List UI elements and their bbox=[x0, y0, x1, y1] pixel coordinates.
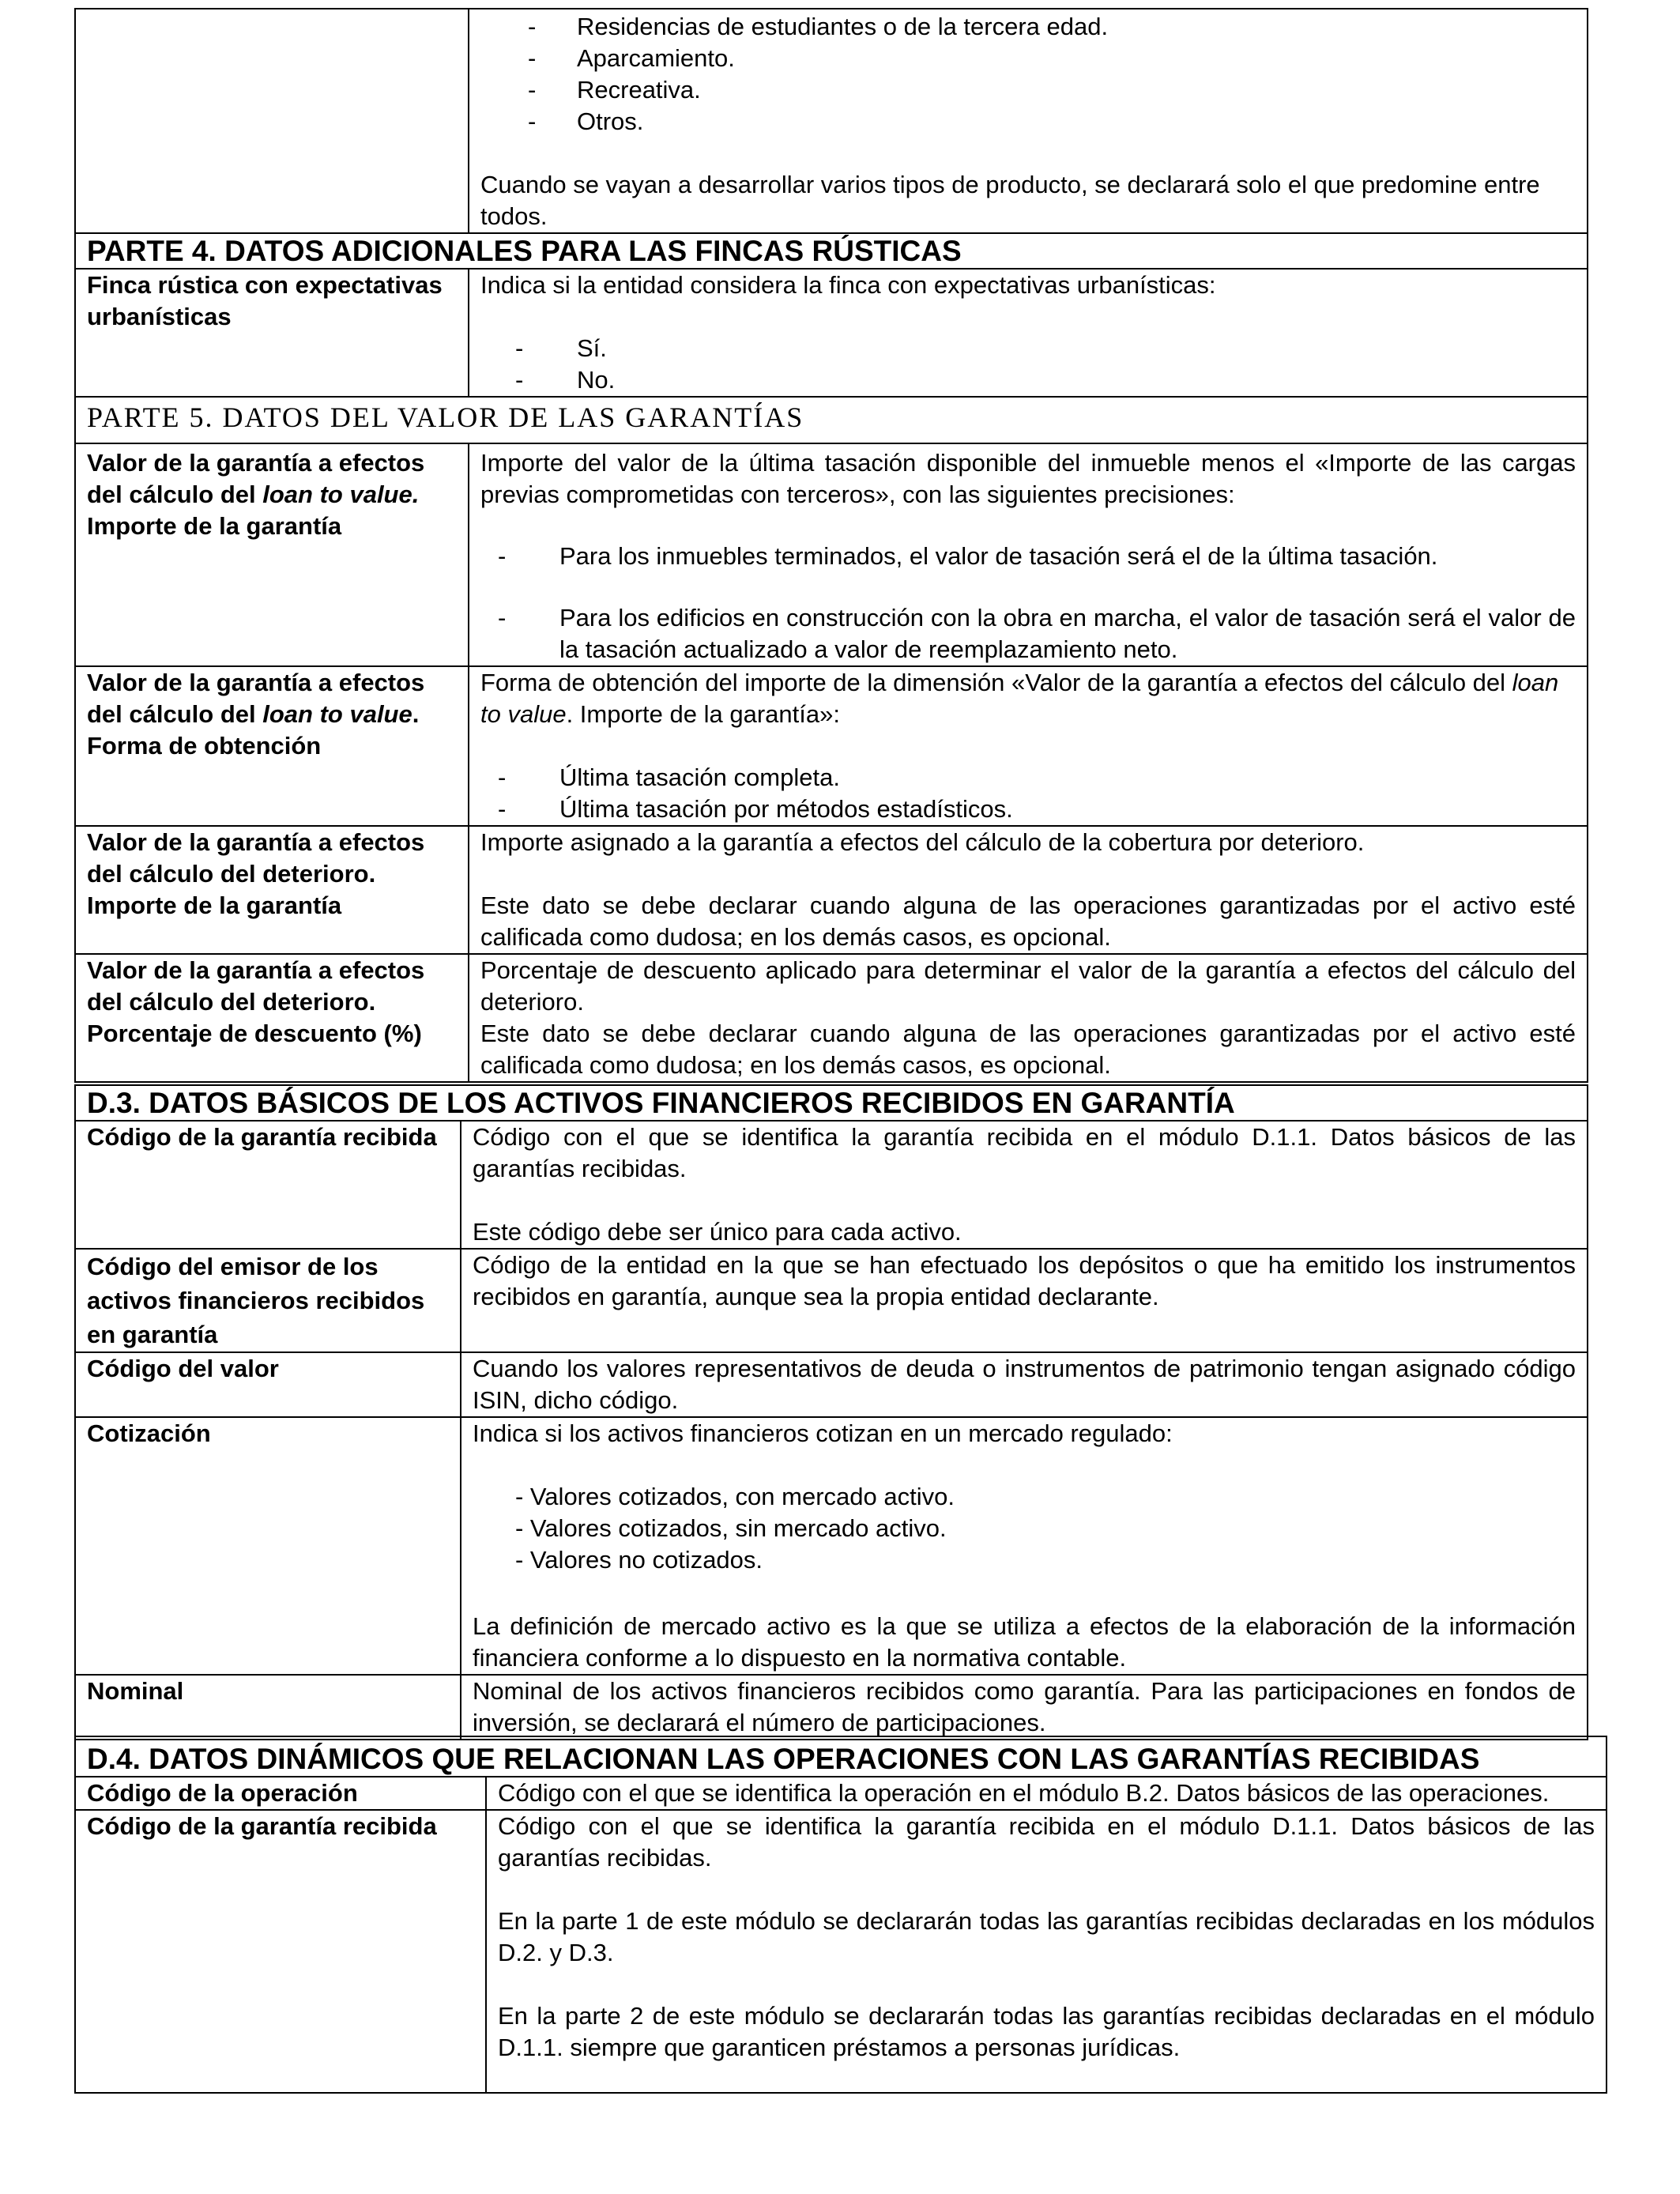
row-label: Código de la operación bbox=[75, 1777, 486, 1810]
row-label: Valor de la garantía a efectos del cálculo del deterioro. Importe de la garantía bbox=[75, 826, 469, 954]
list-item: - Otros. bbox=[528, 107, 644, 135]
table-d4 bbox=[74, 1736, 1607, 2094]
list-item: - Sí. bbox=[515, 334, 607, 362]
list-item: - Aparcamiento. bbox=[528, 44, 735, 72]
row-label: Código de la garantía recibida bbox=[75, 1810, 486, 2093]
list-item: - Última tasación por métodos estadísticos. bbox=[498, 795, 1013, 823]
list-item: - No. bbox=[515, 366, 616, 394]
row-description: Código con el que se identifica la garantía recibida en el módulo D.1.1. Datos básicos de las garantías recibidas. Este código debe ser único para cada activo. bbox=[461, 1121, 1588, 1249]
table-row bbox=[75, 1777, 1607, 1810]
row-label: Nominal bbox=[75, 1675, 461, 1740]
row-description: Indica si los activos financieros cotizan en un mercado regulado: - Valores cotizados, con mercado activo. - Valores cotizados, sin mercado activo. - Valores no cotizados. La definición de mercado activo es la que se utiliza a efectos de la elaboración de la información financiera conforme a lo dispuesto en la normativa contable. bbox=[461, 1417, 1588, 1675]
row-description: Código con el que se identifica la operación en el módulo B.2. Datos básicos de las operaciones. bbox=[486, 1777, 1607, 1810]
table-row bbox=[75, 1810, 1607, 2093]
section-title: PARTE 5. DATOS DEL VALOR DE LAS GARANTÍAS bbox=[75, 397, 1588, 443]
row-description: Nominal de los activos financieros recibidos como garantía. Para las participaciones en fondos de inversión, se declarará el número de participaciones. bbox=[461, 1675, 1588, 1740]
section-title: D.4. DATOS DINÁMICOS QUE RELACIONAN LAS OPERACIONES CON LAS GARANTÍAS RECIBIDAS bbox=[75, 1736, 1607, 1777]
section-header-row bbox=[75, 233, 1588, 269]
list-item: - Residencias de estudiantes o de la tercera edad. bbox=[528, 13, 1109, 40]
section-title: PARTE 4. DATOS ADICIONALES PARA LAS FINCAS RÚSTICAS bbox=[75, 233, 1588, 269]
row-description: Cuando los valores representativos de deuda o instrumentos de patrimonio tengan asignado código ISIN, dicho código. bbox=[461, 1352, 1588, 1417]
row-description: Porcentaje de descuento aplicado para determinar el valor de la garantía a efectos del cálculo del deterioro. Este dato se debe declarar cuando alguna de las operaciones garantizadas por el activo esté calificada como dudosa; en los demás casos, es opcional. bbox=[469, 954, 1588, 1082]
row-description: Código con el que se identifica la garantía recibida en el módulo D.1.1. Datos básicos de las garantías recibidas. En la parte 1 de este módulo se declararán todas las garantías recibidas declaradas en los módulos D.2. y D.3. En la parte 2 de este módulo se declararán todas las garantías recibidas declaradas en el módulo D.1.1. siempre que garanticen préstamos a personas jurídicas. bbox=[486, 1810, 1607, 2093]
list-item: - Para los inmuebles terminados, el valor de tasación será el de la última tasación. bbox=[498, 542, 1438, 570]
table-row bbox=[75, 954, 1588, 1082]
row-label: Cotización bbox=[75, 1417, 461, 1675]
row-label: Finca rústica con expectativas urbanísticas bbox=[75, 269, 469, 397]
table-row bbox=[75, 1249, 1588, 1352]
row-label: Código del valor bbox=[75, 1352, 461, 1417]
section-header-row bbox=[75, 1736, 1607, 1777]
row-description: Código de la entidad en la que se han efectuado los depósitos o que ha emitido los instrumentos recibidos en garantía, aunque sea la propia entidad declarante. bbox=[461, 1249, 1588, 1352]
row-label: Valor de la garantía a efectos del cálculo del loan to value. Forma de obtención bbox=[75, 666, 469, 826]
section-header-row bbox=[75, 1085, 1588, 1121]
section-header-row bbox=[75, 397, 1588, 443]
row-description: Indica si la entidad considera la finca con expectativas urbanísticas: - Sí. - No. bbox=[469, 269, 1588, 397]
table-row bbox=[75, 1352, 1588, 1417]
section-title: D.3. DATOS BÁSICOS DE LOS ACTIVOS FINANCIEROS RECIBIDOS EN GARANTÍA bbox=[75, 1085, 1588, 1121]
row-label: Valor de la garantía a efectos del cálculo del deterioro. Porcentaje de descuento (%) bbox=[75, 954, 469, 1082]
table-cell bbox=[469, 9, 1588, 233]
row-description: Forma de obtención del importe de la dimensión «Valor de la garantía a efectos del cálculo del loan to value. Importe de la garantía»: - Última tasación completa. - Última tasación por métodos estadísticos. bbox=[469, 666, 1588, 826]
list-item: - Valores cotizados, sin mercado activo. bbox=[515, 1514, 947, 1542]
table-row bbox=[75, 1121, 1588, 1249]
list-item: - Valores cotizados, con mercado activo. bbox=[515, 1483, 955, 1510]
row-label: Código de la garantía recibida bbox=[75, 1121, 461, 1249]
table-row bbox=[75, 269, 1588, 397]
list-item: - Valores no cotizados. bbox=[515, 1546, 763, 1574]
row-description: Importe asignado a la garantía a efectos del cálculo de la cobertura por deterioro. Este dato se debe declarar cuando alguna de las operaciones garantizadas por el activo esté calificada como dudosa; en los demás casos, es opcional. bbox=[469, 826, 1588, 954]
table-row bbox=[75, 1675, 1588, 1740]
row-label: Código del emisor de los activos financieros recibidos en garantía bbox=[75, 1249, 461, 1352]
table-row bbox=[75, 826, 1588, 954]
row-description: Importe del valor de la última tasación disponible del inmueble menos el «Importe de las cargas previas comprometidas con terceros», con las siguientes precisiones: - Para los inmuebles terminados, el valor de tasación será el de la última tasación. - Para los edificios en construcción con la obra en marcha, el valor de tasación será el valor de la tasación actualizado a valor de reemplazamiento neto. bbox=[469, 443, 1588, 666]
list-item: - Última tasación completa. bbox=[498, 763, 840, 791]
note-text: Cuando se vayan a desarrollar varios tipos de producto, se declarará solo el que predomine entre todos. bbox=[480, 171, 1540, 230]
table-parte-4-5 bbox=[74, 8, 1588, 1083]
table-row bbox=[75, 443, 1588, 666]
empty-label-cell bbox=[75, 9, 469, 233]
list-item: - Para los edificios en construcción con la obra en marcha, el valor de tasación será el valor de la tasación actualizado a valor de reemplazamiento neto. bbox=[498, 604, 1576, 663]
row-label: Valor de la garantía a efectos del cálculo del loan to value. Importe de la garantía bbox=[75, 443, 469, 666]
table-row bbox=[75, 9, 1588, 233]
list-item: - Recreativa. bbox=[528, 76, 701, 104]
table-d3 bbox=[74, 1084, 1588, 1740]
table-row bbox=[75, 1417, 1588, 1675]
table-row bbox=[75, 666, 1588, 826]
